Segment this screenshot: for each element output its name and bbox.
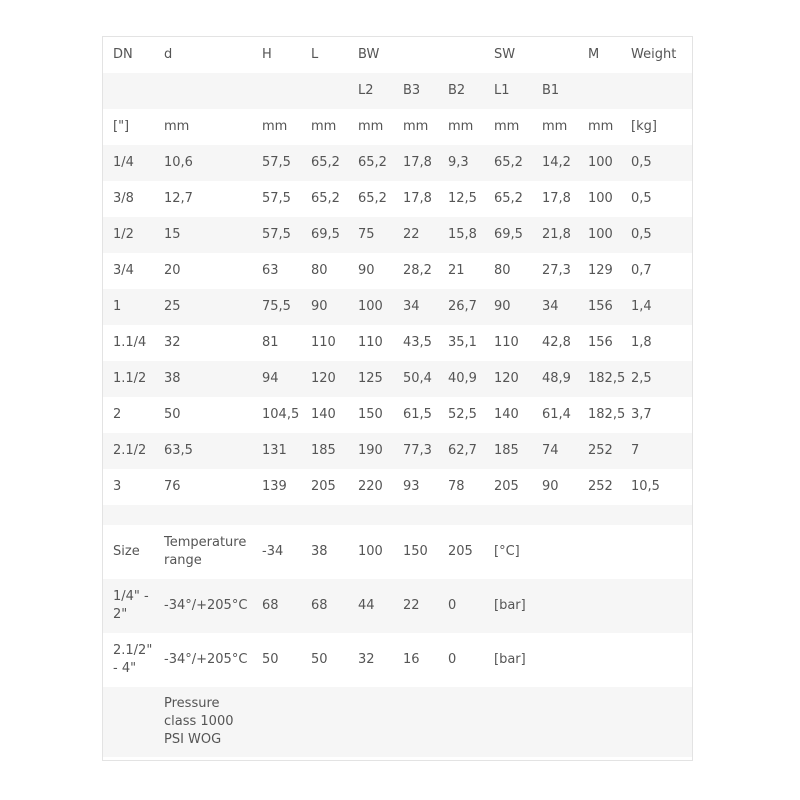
table-row (103, 181, 692, 217)
table-cell: 15 (154, 217, 252, 253)
table-cell: 57,5 (252, 217, 301, 253)
table-cell: mm (358, 119, 384, 134)
table-cell: 140 (494, 407, 519, 422)
table-cell: 1/4" - 2" (103, 579, 154, 633)
table-cell: 44 (348, 579, 393, 633)
table-cell (621, 633, 692, 687)
table-cell (438, 37, 484, 73)
table-cell (621, 73, 692, 109)
table-cell: 90 (358, 263, 375, 278)
table-cell: BW (358, 47, 380, 62)
table-cell: 74 (532, 433, 578, 469)
table-cell: 40,9 (438, 361, 484, 397)
table-cell: 15,8 (438, 217, 484, 253)
table-cell: 90 (542, 479, 559, 494)
table-cell: 22 (393, 217, 438, 253)
table-cell (438, 687, 484, 757)
table-cell: 68 (301, 579, 348, 633)
table-row (103, 217, 692, 253)
table-cell (393, 37, 438, 73)
table-cell: 93 (403, 479, 420, 494)
table-cell: 90 (301, 289, 348, 325)
table-cell: 1.1/4 (113, 335, 147, 350)
table-cell: 16 (403, 652, 420, 667)
table-cell: 68 (252, 579, 301, 633)
header-row (103, 73, 692, 109)
table-cell (578, 687, 621, 757)
table-cell: 182,5 (588, 407, 626, 422)
table-cell: [°C] (494, 544, 520, 559)
table-cell: 100 (578, 217, 621, 253)
table-cell: 21,8 (532, 217, 578, 253)
table-cell: 156 (588, 335, 613, 350)
table-cell: -34 (262, 544, 284, 559)
table-cell: 78 (448, 479, 465, 494)
table-cell: 63,5 (154, 433, 252, 469)
table-cell (578, 525, 621, 579)
pressure-row (103, 687, 692, 757)
table-cell: 120 (484, 361, 532, 397)
table-cell (532, 37, 578, 73)
spacer-cell (103, 505, 692, 525)
table-cell: mm (494, 119, 520, 134)
table-cell: 20 (164, 263, 181, 278)
table-cell: 32 (164, 335, 181, 350)
table-cell: 140 (311, 407, 336, 422)
table-cell: Size (113, 544, 140, 559)
table-cell: 48,9 (532, 361, 578, 397)
table-cell: 205 (494, 479, 519, 494)
spec-table-body (103, 37, 692, 757)
table-cell: 14,2 (532, 145, 578, 181)
table-cell: 104,5 (262, 407, 300, 422)
table-cell: d (164, 47, 173, 62)
table-cell: 28,2 (403, 263, 432, 278)
table-cell (621, 687, 692, 757)
table-row (103, 433, 692, 469)
table-cell (532, 633, 578, 687)
table-cell: 50 (164, 407, 181, 422)
table-cell: 125 (348, 361, 393, 397)
table-cell: 156 (578, 289, 621, 325)
table-cell: 0,5 (621, 145, 692, 181)
table-cell: 12,7 (164, 191, 193, 206)
table-cell: Weight (631, 47, 677, 62)
table-cell: L (311, 47, 319, 62)
table-cell (103, 687, 154, 757)
table-cell: 43,5 (403, 335, 432, 350)
table-row (103, 325, 692, 361)
pressure-row (103, 633, 692, 687)
table-cell: [bar] (484, 579, 532, 633)
table-cell: 9,3 (438, 145, 484, 181)
table-cell (252, 73, 301, 109)
table-cell: 1.1/2 (103, 361, 154, 397)
table-cell: [kg] (631, 119, 657, 134)
table-cell: 1,8 (631, 335, 652, 350)
table-cell: 2,5 (621, 361, 692, 397)
table-cell: 205 (311, 479, 336, 494)
table-cell (484, 687, 532, 757)
table-cell: 185 (484, 433, 532, 469)
table-cell: 1,4 (621, 289, 692, 325)
table-cell: 62,7 (438, 433, 484, 469)
table-cell: B2 (438, 73, 484, 109)
table-cell: 0 (448, 652, 457, 667)
table-cell: 57,5 (262, 191, 291, 206)
table-cell: 100 (358, 544, 383, 559)
table-cell: 90 (484, 289, 532, 325)
table-cell: 81 (262, 335, 279, 350)
table-cell (621, 525, 692, 579)
table-cell: 77,3 (393, 433, 438, 469)
table-cell: 80 (311, 263, 328, 278)
table-cell: 50,4 (393, 361, 438, 397)
table-cell: 1/2 (103, 217, 154, 253)
table-cell: 21 (448, 263, 465, 278)
table-cell: 12,5 (448, 191, 477, 206)
table-cell: 65,2 (484, 145, 532, 181)
table-cell: 110 (358, 335, 383, 350)
table-cell (578, 73, 621, 109)
table-cell: 139 (262, 479, 287, 494)
pressure-row (103, 579, 692, 633)
table-cell: 75 (348, 217, 393, 253)
table-cell: B3 (393, 73, 438, 109)
table-cell: 65,2 (494, 191, 523, 206)
table-row (103, 397, 692, 433)
spec-table (103, 37, 692, 757)
table-cell (578, 633, 621, 687)
table-cell: 75,5 (252, 289, 301, 325)
table-row (103, 253, 692, 289)
table-cell: 190 (348, 433, 393, 469)
table-cell: M (588, 47, 600, 62)
spacer-row (103, 505, 692, 525)
table-cell: L1 (484, 73, 532, 109)
table-cell: L2 (348, 73, 393, 109)
table-cell: 80 (494, 263, 511, 278)
table-cell (348, 687, 393, 757)
table-cell: 3,7 (631, 407, 652, 422)
table-cell: mm (588, 119, 614, 134)
table-cell: 120 (301, 361, 348, 397)
table-cell: 50 (311, 652, 328, 667)
table-cell: 63 (262, 263, 279, 278)
table-cell: 0,7 (631, 263, 652, 278)
table-cell: 25 (154, 289, 252, 325)
table-cell: -34°/+205°C (164, 652, 248, 667)
table-cell (578, 579, 621, 633)
table-cell: 69,5 (484, 217, 532, 253)
table-cell: 17,8 (542, 191, 571, 206)
table-cell: 100 (348, 289, 393, 325)
table-cell: 1/4 (103, 145, 154, 181)
table-cell (252, 687, 301, 757)
table-cell: 65,2 (358, 191, 387, 206)
table-cell (532, 579, 578, 633)
table-cell: Temperature range (164, 535, 247, 568)
table-cell (532, 687, 578, 757)
table-cell: 2.1/2 (103, 433, 154, 469)
table-cell: 110 (494, 335, 519, 350)
table-cell: 34 (532, 289, 578, 325)
table-cell: -34°/+205°C (154, 579, 252, 633)
table-cell: 129 (588, 263, 613, 278)
table-row (103, 289, 692, 325)
table-cell: 2.1/2" - 4" (113, 643, 153, 676)
table-cell: 27,3 (542, 263, 571, 278)
table-cell: 32 (358, 652, 375, 667)
table-row (103, 145, 692, 181)
table-cell: 220 (358, 479, 383, 494)
table-row (103, 361, 692, 397)
table-cell: 69,5 (301, 217, 348, 253)
table-cell: mm (262, 119, 288, 134)
table-cell: 38 (311, 544, 328, 559)
table-cell: 0 (438, 579, 484, 633)
header-row (103, 109, 692, 145)
table-cell: 131 (252, 433, 301, 469)
table-cell: 65,2 (348, 145, 393, 181)
table-cell: 3/8 (113, 191, 134, 206)
table-cell: 1 (103, 289, 154, 325)
table-cell: 42,8 (542, 335, 571, 350)
table-cell: 34 (393, 289, 438, 325)
table-cell (532, 525, 578, 579)
table-cell: 150 (358, 407, 383, 422)
table-cell: 0,5 (631, 191, 652, 206)
table-cell (301, 73, 348, 109)
table-cell: 17,8 (403, 191, 432, 206)
table-cell: H (262, 47, 272, 62)
table-cell: 35,1 (448, 335, 477, 350)
table-cell: 150 (403, 544, 428, 559)
table-cell: 182,5 (578, 361, 621, 397)
table-cell: 65,2 (301, 145, 348, 181)
table-cell: 50 (262, 652, 279, 667)
table-cell (621, 579, 692, 633)
table-cell: 10,6 (154, 145, 252, 181)
table-cell: 61,5 (403, 407, 432, 422)
table-cell: mm (403, 119, 429, 134)
table-cell: mm (542, 119, 568, 134)
table-cell: mm (311, 119, 337, 134)
table-cell: 0,5 (621, 217, 692, 253)
table-cell (301, 687, 348, 757)
table-cell: Pressure class 1000 PSI WOG (154, 687, 252, 757)
table-cell: 205 (448, 544, 473, 559)
table-cell: [bar] (494, 652, 526, 667)
table-cell: 100 (588, 191, 613, 206)
table-cell (154, 73, 252, 109)
table-cell: 10,5 (631, 479, 660, 494)
table-cell: B1 (532, 73, 578, 109)
table-cell: 26,7 (438, 289, 484, 325)
table-cell: 57,5 (252, 145, 301, 181)
table-cell: 110 (311, 335, 336, 350)
table-cell: 3/4 (113, 263, 134, 278)
table-cell: 65,2 (311, 191, 340, 206)
table-cell: 76 (164, 479, 181, 494)
table-cell (103, 73, 154, 109)
table-cell: mm (448, 119, 474, 134)
table-cell: 7 (621, 433, 692, 469)
table-cell: 252 (578, 433, 621, 469)
table-cell: 2 (113, 407, 122, 422)
table-cell: 100 (578, 145, 621, 181)
table-cell: 61,4 (542, 407, 571, 422)
pressure-row (103, 525, 692, 579)
table-cell: 252 (588, 479, 613, 494)
table-cell: SW (494, 47, 516, 62)
table-cell: 3 (113, 479, 122, 494)
table-cell: 94 (252, 361, 301, 397)
table-cell (393, 687, 438, 757)
header-row (103, 37, 692, 73)
table-cell: ["] (113, 119, 130, 134)
table-cell: 22 (393, 579, 438, 633)
table-cell: DN (113, 47, 133, 62)
table-cell: 38 (154, 361, 252, 397)
table-cell: 52,5 (448, 407, 477, 422)
table-cell: 185 (301, 433, 348, 469)
table-row (103, 469, 692, 505)
table-cell: mm (164, 119, 190, 134)
table-cell: 17,8 (393, 145, 438, 181)
